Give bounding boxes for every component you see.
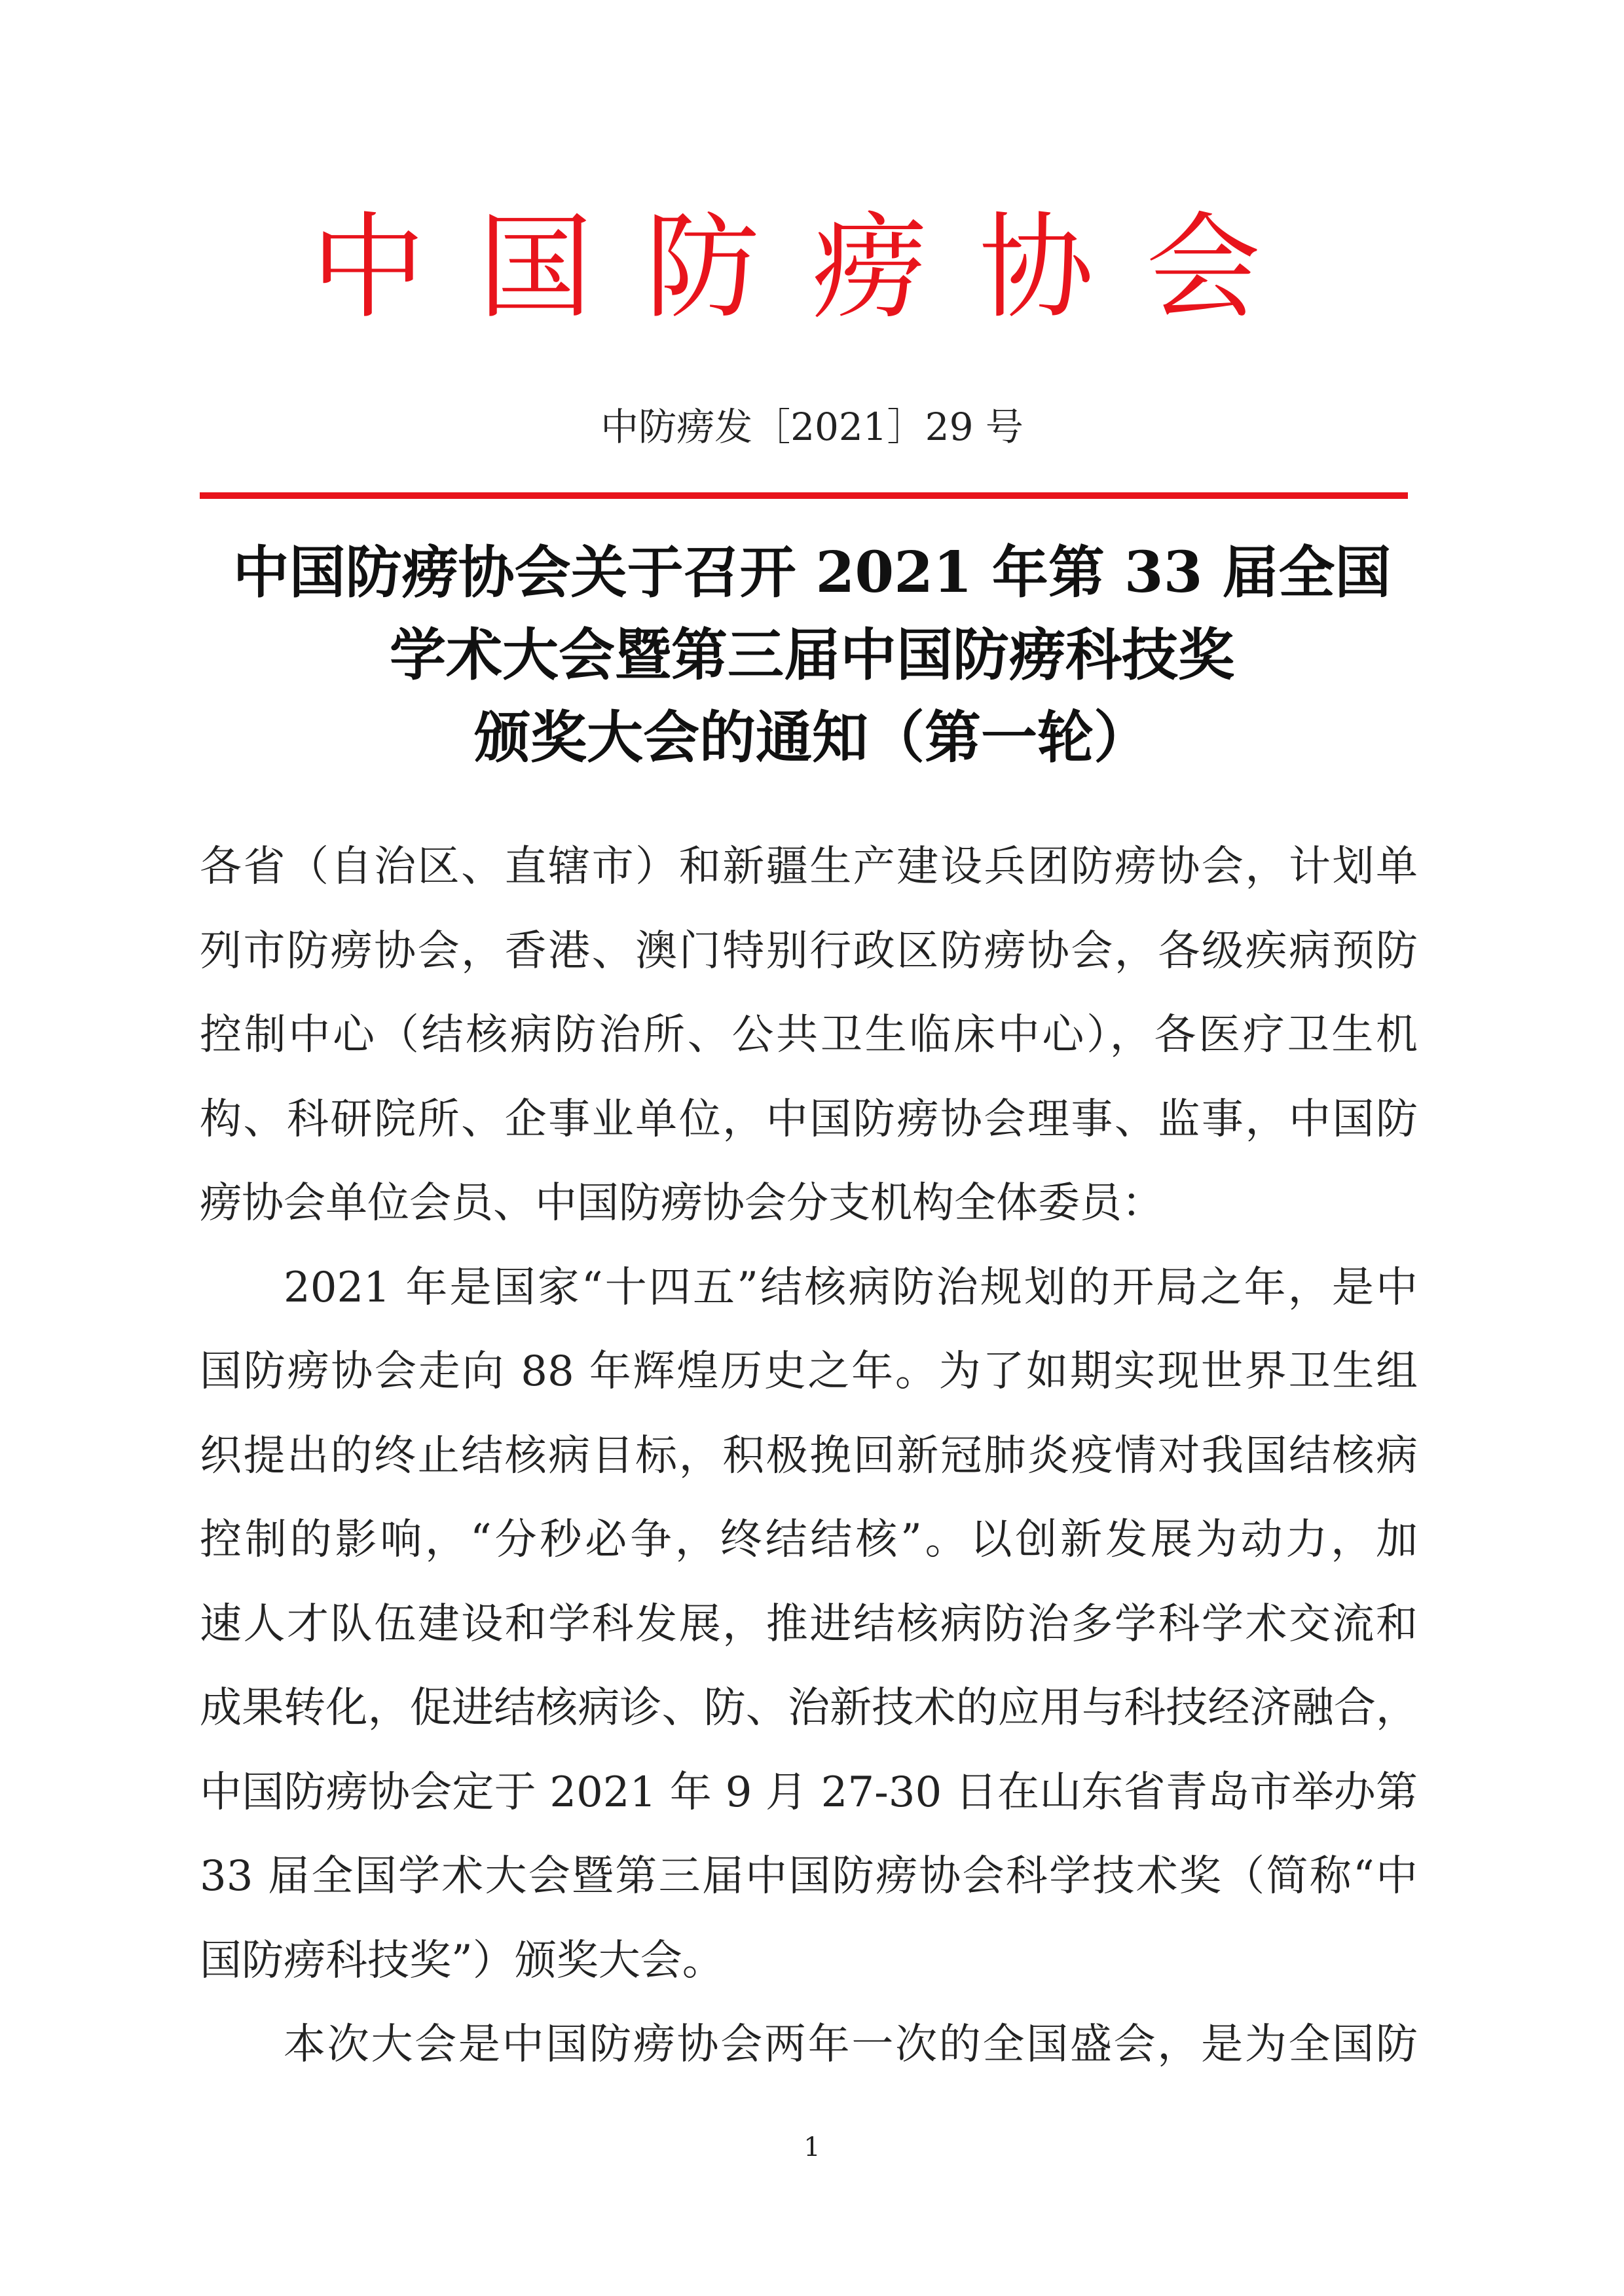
paragraph-line: 2021 年是国家“十四五”结核病防治规划的开局之年，是中 xyxy=(284,1263,1418,1312)
organization-letterhead: 中国防痨协会 xyxy=(311,202,1313,335)
red-divider-line xyxy=(200,492,1408,499)
paragraph-line: 33 届全国学术大会暨第三届中国防痨协会科学技术奖（简称“中 xyxy=(200,1852,1418,1901)
paragraph-line: 成果转化，促进结核病诊、防、治新技术的应用与科技经济融合， xyxy=(200,1684,1418,1732)
paragraph-line: 速人才队伍建设和学科发展，推进结核病防治多学科学术交流和 xyxy=(200,1599,1418,1649)
title-line-1: 中国防痨协会关于召开 2021 年第 33 届全国 xyxy=(232,539,1392,606)
paragraph-line: 控制的影响，“分秒必争，终结结核”。以创新发展为动力，加 xyxy=(200,1516,1418,1564)
addressee-line: 列市防痨协会，香港、澳门特别行政区防痨协会，各级疾病预防 xyxy=(200,926,1418,975)
title-line-2: 学术大会暨第三届中国防痨科技奖 xyxy=(390,622,1234,688)
addressee-line: 控制中心（结核病防治所、公共卫生临床中心），各医疗卫生机 xyxy=(200,1011,1418,1059)
paragraph-line: 国防痨协会走向 88 年辉煌历史之年。为了如期实现世界卫生组 xyxy=(200,1347,1418,1396)
page-number: 1 xyxy=(803,2132,821,2162)
addressee-line: 构、科研院所、企事业单位，中国防痨协会理事、监事，中国防 xyxy=(200,1095,1418,1144)
addressee-line: 各省（自治区、直辖市）和新疆生产建设兵团防痨协会，计划单 xyxy=(200,843,1418,891)
paragraph-line: 织提出的终止结核病目标，积极挽回新冠肺炎疫情对我国结核病 xyxy=(200,1431,1418,1480)
paragraph-line: 中国防痨协会定于 2021 年 9 月 27-30 日在山东省青岛市举办第 xyxy=(200,1768,1418,1817)
paragraph-line: 国防痨科技奖”）颁奖大会。 xyxy=(200,1936,724,1985)
title-line-3: 颁奖大会的通知（第一轮） xyxy=(474,704,1150,771)
document-number: 中防痨发［2021］29 号 xyxy=(600,405,1024,449)
addressee-line: 痨协会单位会员、中国防痨协会分支机构全体委员： xyxy=(200,1179,1164,1228)
document-title xyxy=(196,532,1428,779)
document-body xyxy=(200,825,1418,2087)
paragraph-line: 本次大会是中国防痨协会两年一次的全国盛会，是为全国防 xyxy=(284,2020,1418,2069)
